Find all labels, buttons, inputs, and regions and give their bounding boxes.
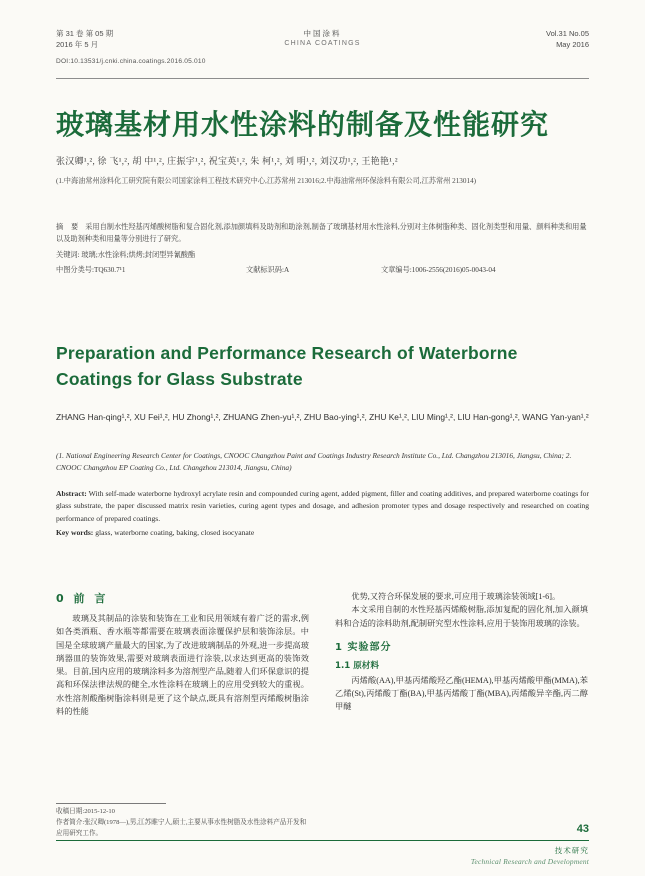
abstract-block-cn bbox=[56, 222, 589, 277]
abstract-label-cn: 摘 要 bbox=[56, 223, 82, 231]
section-heading-0: 0 前 言 bbox=[56, 592, 109, 605]
header-center bbox=[206, 28, 439, 50]
journal-name-en: CHINA COATINGS bbox=[284, 40, 361, 48]
keywords-line-cn bbox=[56, 250, 589, 262]
articleid-value: 1006-2556(2016)05-0043-04 bbox=[411, 265, 496, 274]
abstract-text-en: With self-made waterborne hydroxyl acrylate resin and compounded curing agent, added pigment, filler and coating additives, and prepared waterborne coatings for glass substrate, the paper discussed matrix resin varieties, curing agent types and dosage, and adhesion promoter types and dosage respectively and researched on coating performance of prepared coatings. bbox=[56, 489, 589, 523]
authors-en: ZHANG Han-qing¹,², XU Fei¹,², HU Zhong¹,², ZHUANG Zhen-yu¹,², ZHU Bao-ying¹,², ZHU Ke¹,², LIU Ming¹,², LIU Han-gong¹,², WANG Yan-yan¹,² bbox=[56, 412, 589, 422]
doccode-value: A bbox=[283, 265, 290, 274]
keywords-label-cn: 关键词: bbox=[56, 250, 80, 259]
footer-divider bbox=[56, 840, 589, 841]
header-right bbox=[439, 28, 589, 51]
journal-name-cn: 中国涂料 bbox=[303, 29, 342, 38]
abstract-block-en bbox=[56, 488, 589, 539]
paragraph: 本文采用自制的水性羟基丙烯酸树脂,添加复配的固化剂,加入颜填料和合适的涂料助剂,配制研究型水性涂料,应用于装饰用玻璃的涂装。 bbox=[335, 605, 588, 628]
keywords-text-cn: 玻璃;水性涂料;烘烤;封闭型异氰酸酯 bbox=[81, 250, 196, 259]
clc-label: 中图分类号: bbox=[56, 265, 94, 274]
header-left bbox=[56, 28, 206, 51]
paragraph: 玻璃及其制品的涂装和装饰在工业和民用领域有着广泛的需求,例如各类酒瓶、香水瓶等都需要在玻璃表面涂覆保护层和装饰涂层。中国是全球玻璃产量最大的国家,为了改进玻璃制品的外观,进一步提高玻璃器皿的装饰效果,需要对玻璃表面进行涂装,以求达到更高的装饰效果。目前,国内应用的玻璃涂料多为溶剂型产品,随着人们环保意识的提高和环保法律法规的健全,水性涂料在玻璃上的应用受到较大的重视。水性溶剂酸酯树脂涂料则是更了这个缺点,既具有溶剂型丙烯酸树脂涂料的性能 bbox=[56, 614, 309, 716]
author-biography: 作者简介:张汉卿(1978—),男,江苏睢宁人,硕士,主要从事水性树脂及水性涂料产品开发和应用研究工作。 bbox=[56, 819, 307, 838]
keywords-label-en: Key words: bbox=[56, 527, 94, 537]
classification-row bbox=[56, 265, 589, 277]
issue-date: 2016 年 5 月 bbox=[56, 40, 99, 50]
volume-issue: 第 31 卷 第 05 期 bbox=[56, 29, 114, 38]
affiliation-cn: (1.中海油常州涂料化工研究院有限公司国家涂料工程技术研究中心,江苏常州 213016;2.中海油常州环保涂料有限公司,江苏常州 213014) bbox=[56, 177, 477, 185]
clc-group bbox=[56, 265, 246, 277]
authors-cn: 张汉卿¹,², 徐 飞¹,², 胡 中¹,², 庄振宇¹,², 祝宝英¹,², 朱 柯¹,², 刘 明¹,², 刘汉功¹,², 王艳艳¹,² bbox=[56, 156, 398, 166]
doccode-group bbox=[246, 265, 381, 277]
clc-value: TQ630.7¹1 bbox=[93, 265, 126, 274]
doi-line: DOI:10.13531/j.cnki.china.coatings.2016.05.010 bbox=[56, 57, 206, 65]
body-columns bbox=[56, 590, 589, 805]
footnotes bbox=[56, 806, 309, 840]
paragraph: 优势,又符合环保发展的要求,可应用于玻璃涂装领域[1-6]。 bbox=[351, 592, 561, 601]
keywords-text-en: glass, waterborne coating, baking, closed isocyanate bbox=[95, 527, 255, 537]
affiliation-en: (1. National Engineering Research Center for Coatings, CNOOC Changzhou Paint and Coatings Industry Research Institute Co., Ltd. Changzhou 213016, Jiangsu, China; 2. CNOOC Changzhou EP Coating Co., Ltd. Changzhou 213014, Jiangsu, China) bbox=[56, 451, 572, 472]
doccode-label: 文献标识码: bbox=[246, 265, 284, 274]
abstract-label-en: Abstract: bbox=[56, 489, 87, 498]
footnote-divider bbox=[56, 803, 166, 804]
volume-issue-en: Vol.31 No.05 bbox=[546, 29, 589, 38]
received-date: 收稿日期:2015-12-10 bbox=[56, 808, 115, 815]
footer-section-cn: 技术研究 bbox=[554, 846, 589, 855]
page-title-en: Preparation and Performance Research of Waterborne Coatings for Glass Substrate bbox=[56, 343, 518, 390]
issue-date-en: May 2016 bbox=[556, 40, 589, 50]
column-right bbox=[335, 590, 588, 805]
page-number: 43 bbox=[576, 823, 589, 835]
abstract-text-cn: 采用自制水性羟基丙烯酸树脂和复合固化剂,添加颜填料及助剂和助涂剂,制备了玻璃基材用水性涂料,分别对主体树脂种类、固化剂类型和用量、颜料种类和用量以及助剂种类和用量等分别进行了研究。 bbox=[56, 223, 587, 243]
footer-section-en: Technical Research and Development bbox=[470, 857, 589, 866]
column-left bbox=[56, 590, 309, 805]
section-heading-1-1: 1.1 原材料 bbox=[335, 660, 379, 671]
articleid-label: 文章编号: bbox=[381, 265, 412, 274]
header-divider bbox=[56, 78, 589, 79]
paragraph: 丙烯酸(AA),甲基丙烯酸羟乙酯(HEMA),甲基丙烯酸甲酯(MMA),苯乙烯(St),丙烯酸丁酯(BA),甲基丙烯酸丁酯(MBA),丙烯酸异辛酯,丙二醇甲醚 bbox=[335, 675, 588, 712]
page-header bbox=[56, 28, 589, 65]
section-heading-1: 1 实验部分 bbox=[335, 641, 392, 653]
page-title-cn: 玻璃基材用水性涂料的制备及性能研究 bbox=[56, 108, 550, 141]
articleid-group bbox=[381, 265, 589, 277]
